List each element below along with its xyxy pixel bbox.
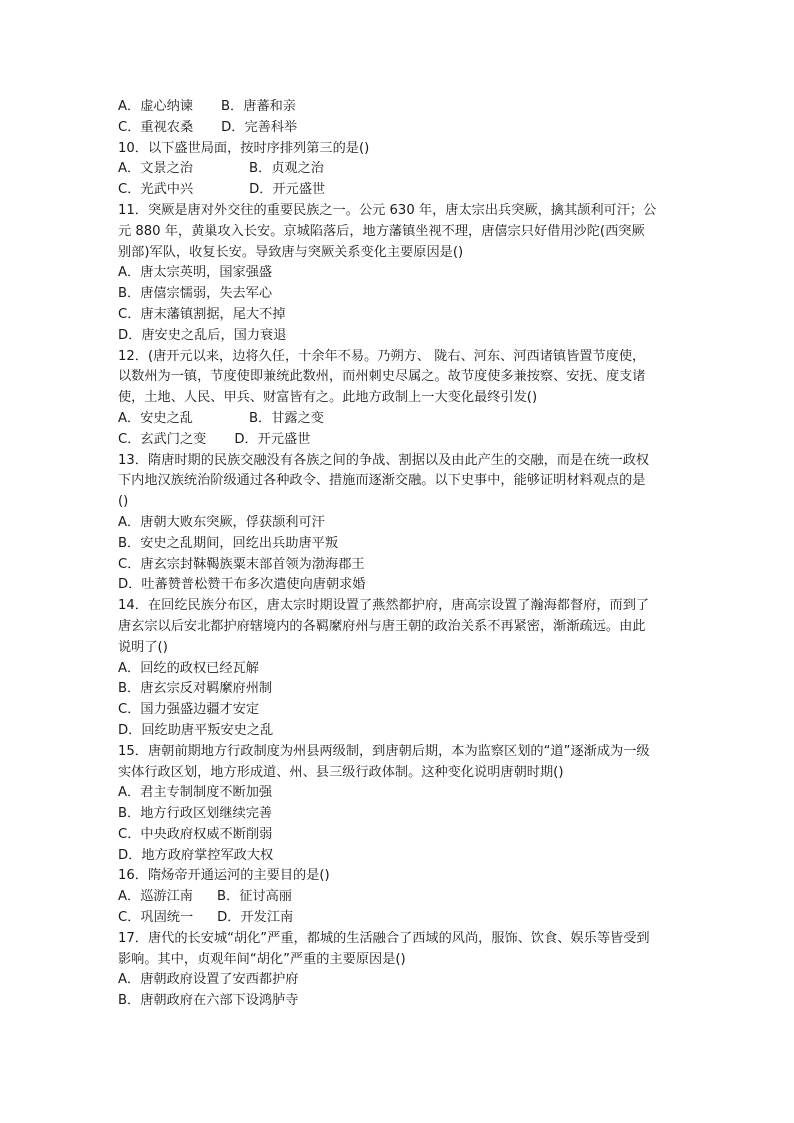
question-document (118, 97, 678, 1012)
question-14-line: 14．在回纥民族分布区，唐太宗时期设置了燕然都护府，唐高宗设置了瀚海都督府，而到了 (118, 598, 650, 614)
option-a: A．唐太宗英明，国家强盛 (118, 265, 273, 281)
option-row (118, 887, 678, 908)
option-a: A．唐朝政府设置了安西都护府 (118, 972, 299, 988)
option-row (118, 409, 678, 430)
question-13-line: () (118, 494, 129, 510)
option-c: C．国力强盛边疆才安定 (118, 702, 260, 718)
question-13-line: 13．隋唐时期的民族交融没有各族之间的争战、割据以及由此产生的交融，而是在统一政权 (118, 452, 650, 468)
option-c: C．重视农桑 (118, 119, 194, 135)
option-d: D．唐安史之乱后，国力衰退 (118, 327, 287, 343)
question-15-line: 实体行政区划，地方形成道、州、县三级行政体制。这种变化说明唐朝时期() (118, 764, 564, 780)
option-d: D．回纥助唐平叛安史之乱 (118, 722, 274, 738)
option-a: A．文景之治 (118, 161, 193, 177)
question-11-line: 11．突厥是唐对外交往的重要民族之一。公元 630 年，唐太宗出兵突厥，擒其颉利可汗；公 (118, 202, 657, 218)
option-b: B．安史之乱期间，回纥出兵助唐平叛 (118, 535, 339, 551)
option-b: B．贞观之治 (248, 161, 324, 177)
option-d: D．完善科举 (221, 119, 298, 135)
question-13-line: 下内地汉族统治阶级通过各种政令、措施而逐渐交融。以下史事中，能够证明材料观点的是 (118, 473, 646, 489)
option-c: C．唐末藩镇割据，尾大不掉 (118, 306, 286, 322)
option-d: D．开元盛世 (234, 431, 311, 447)
question-16: 16．隋炀帝开通运河的主要目的是() (118, 868, 330, 884)
option-row (118, 180, 678, 201)
question-14-line: 唐玄宗以后安北都护府辖境内的各羁縻府州与唐王朝的政治关系不再紧密，渐渐疏远。由此 (118, 618, 646, 634)
option-a: A．君主专制制度不断加强 (118, 785, 273, 801)
option-b: B．地方行政区划继续完善 (118, 806, 273, 822)
option-row (118, 97, 678, 118)
option-c: C．玄武门之变 (118, 431, 207, 447)
option-d: D．开元盛世 (249, 182, 326, 198)
option-d: D．吐蕃赞普松赞干布多次遣使向唐朝求婚 (118, 577, 366, 593)
option-row (118, 908, 678, 929)
option-a: A．安史之乱 (118, 410, 193, 426)
option-row (118, 430, 678, 451)
option-b: B．唐僖宗懦弱，失去军心 (118, 286, 273, 302)
option-a: A．虚心纳谏 (118, 99, 193, 114)
question-11-line: 元 880 年，黄巢攻入长安。京城陷落后，地方藩镇坐视不理，唐僖宗只好借用沙陀(西突厥 (118, 223, 645, 239)
option-b: B．甘露之变 (248, 410, 324, 426)
question-11-line: 别部)军队，收复长安。导致唐与突厥关系变化主要原因是() (118, 244, 464, 260)
option-c: C．光武中兴 (118, 182, 194, 198)
option-d: D．开发江南 (217, 910, 294, 926)
question-12-line: 以数州为一镇，节度使即兼统此数州，而州刺史尽属之。故节度使多兼按察、安抚、度支诸 (118, 369, 646, 385)
question-10: 10．以下盛世局面，按时序排列第三的是() (118, 140, 370, 156)
option-b: B．唐朝政府在六部下设鸿胪寺 (118, 993, 299, 1009)
question-12-line: 12．(唐开元以来，边将久任，十余年不易。乃朔方、 陇右、河东、河西诸镇皆置节度使， (118, 348, 646, 364)
option-a: A．回纥的政权已经瓦解 (118, 660, 259, 676)
option-b: B．征讨高丽 (216, 889, 292, 905)
option-d: D．地方政府掌控军政大权 (118, 847, 274, 863)
question-17-line: 影响。其中，贞观年间“胡化”严重的主要原因是() (118, 951, 406, 967)
question-14-line: 说明了() (118, 639, 168, 655)
option-row (118, 159, 678, 180)
option-c: C．巩固统一 (118, 910, 194, 926)
question-15-line: 15．唐朝前期地方行政制度为州县两级制，到唐朝后期，本为监察区划的“道”逐渐成为一级 (118, 743, 650, 759)
option-a: A．巡游江南 (118, 889, 193, 905)
option-c: C．唐玄宗封靺鞨族粟末部首领为渤海郡王 (118, 556, 365, 572)
question-17-line: 17．唐代的长安城“胡化”严重，都城的生活融合了西域的风尚，服饰、饮食、娱乐等皆受到 (118, 930, 650, 946)
option-a: A．唐朝大败东突厥，俘获颉利可汗 (118, 514, 325, 530)
option-c: C．中央政府权威不断削弱 (118, 826, 273, 842)
option-row (118, 118, 678, 139)
option-b: B．唐蕃和亲 (220, 99, 296, 114)
question-12-line: 使，土地、人民、甲兵、财富皆有之。此地方政制上一大变化最终引发() (118, 390, 538, 406)
option-b: B．唐玄宗反对羁縻府州制 (118, 681, 273, 697)
